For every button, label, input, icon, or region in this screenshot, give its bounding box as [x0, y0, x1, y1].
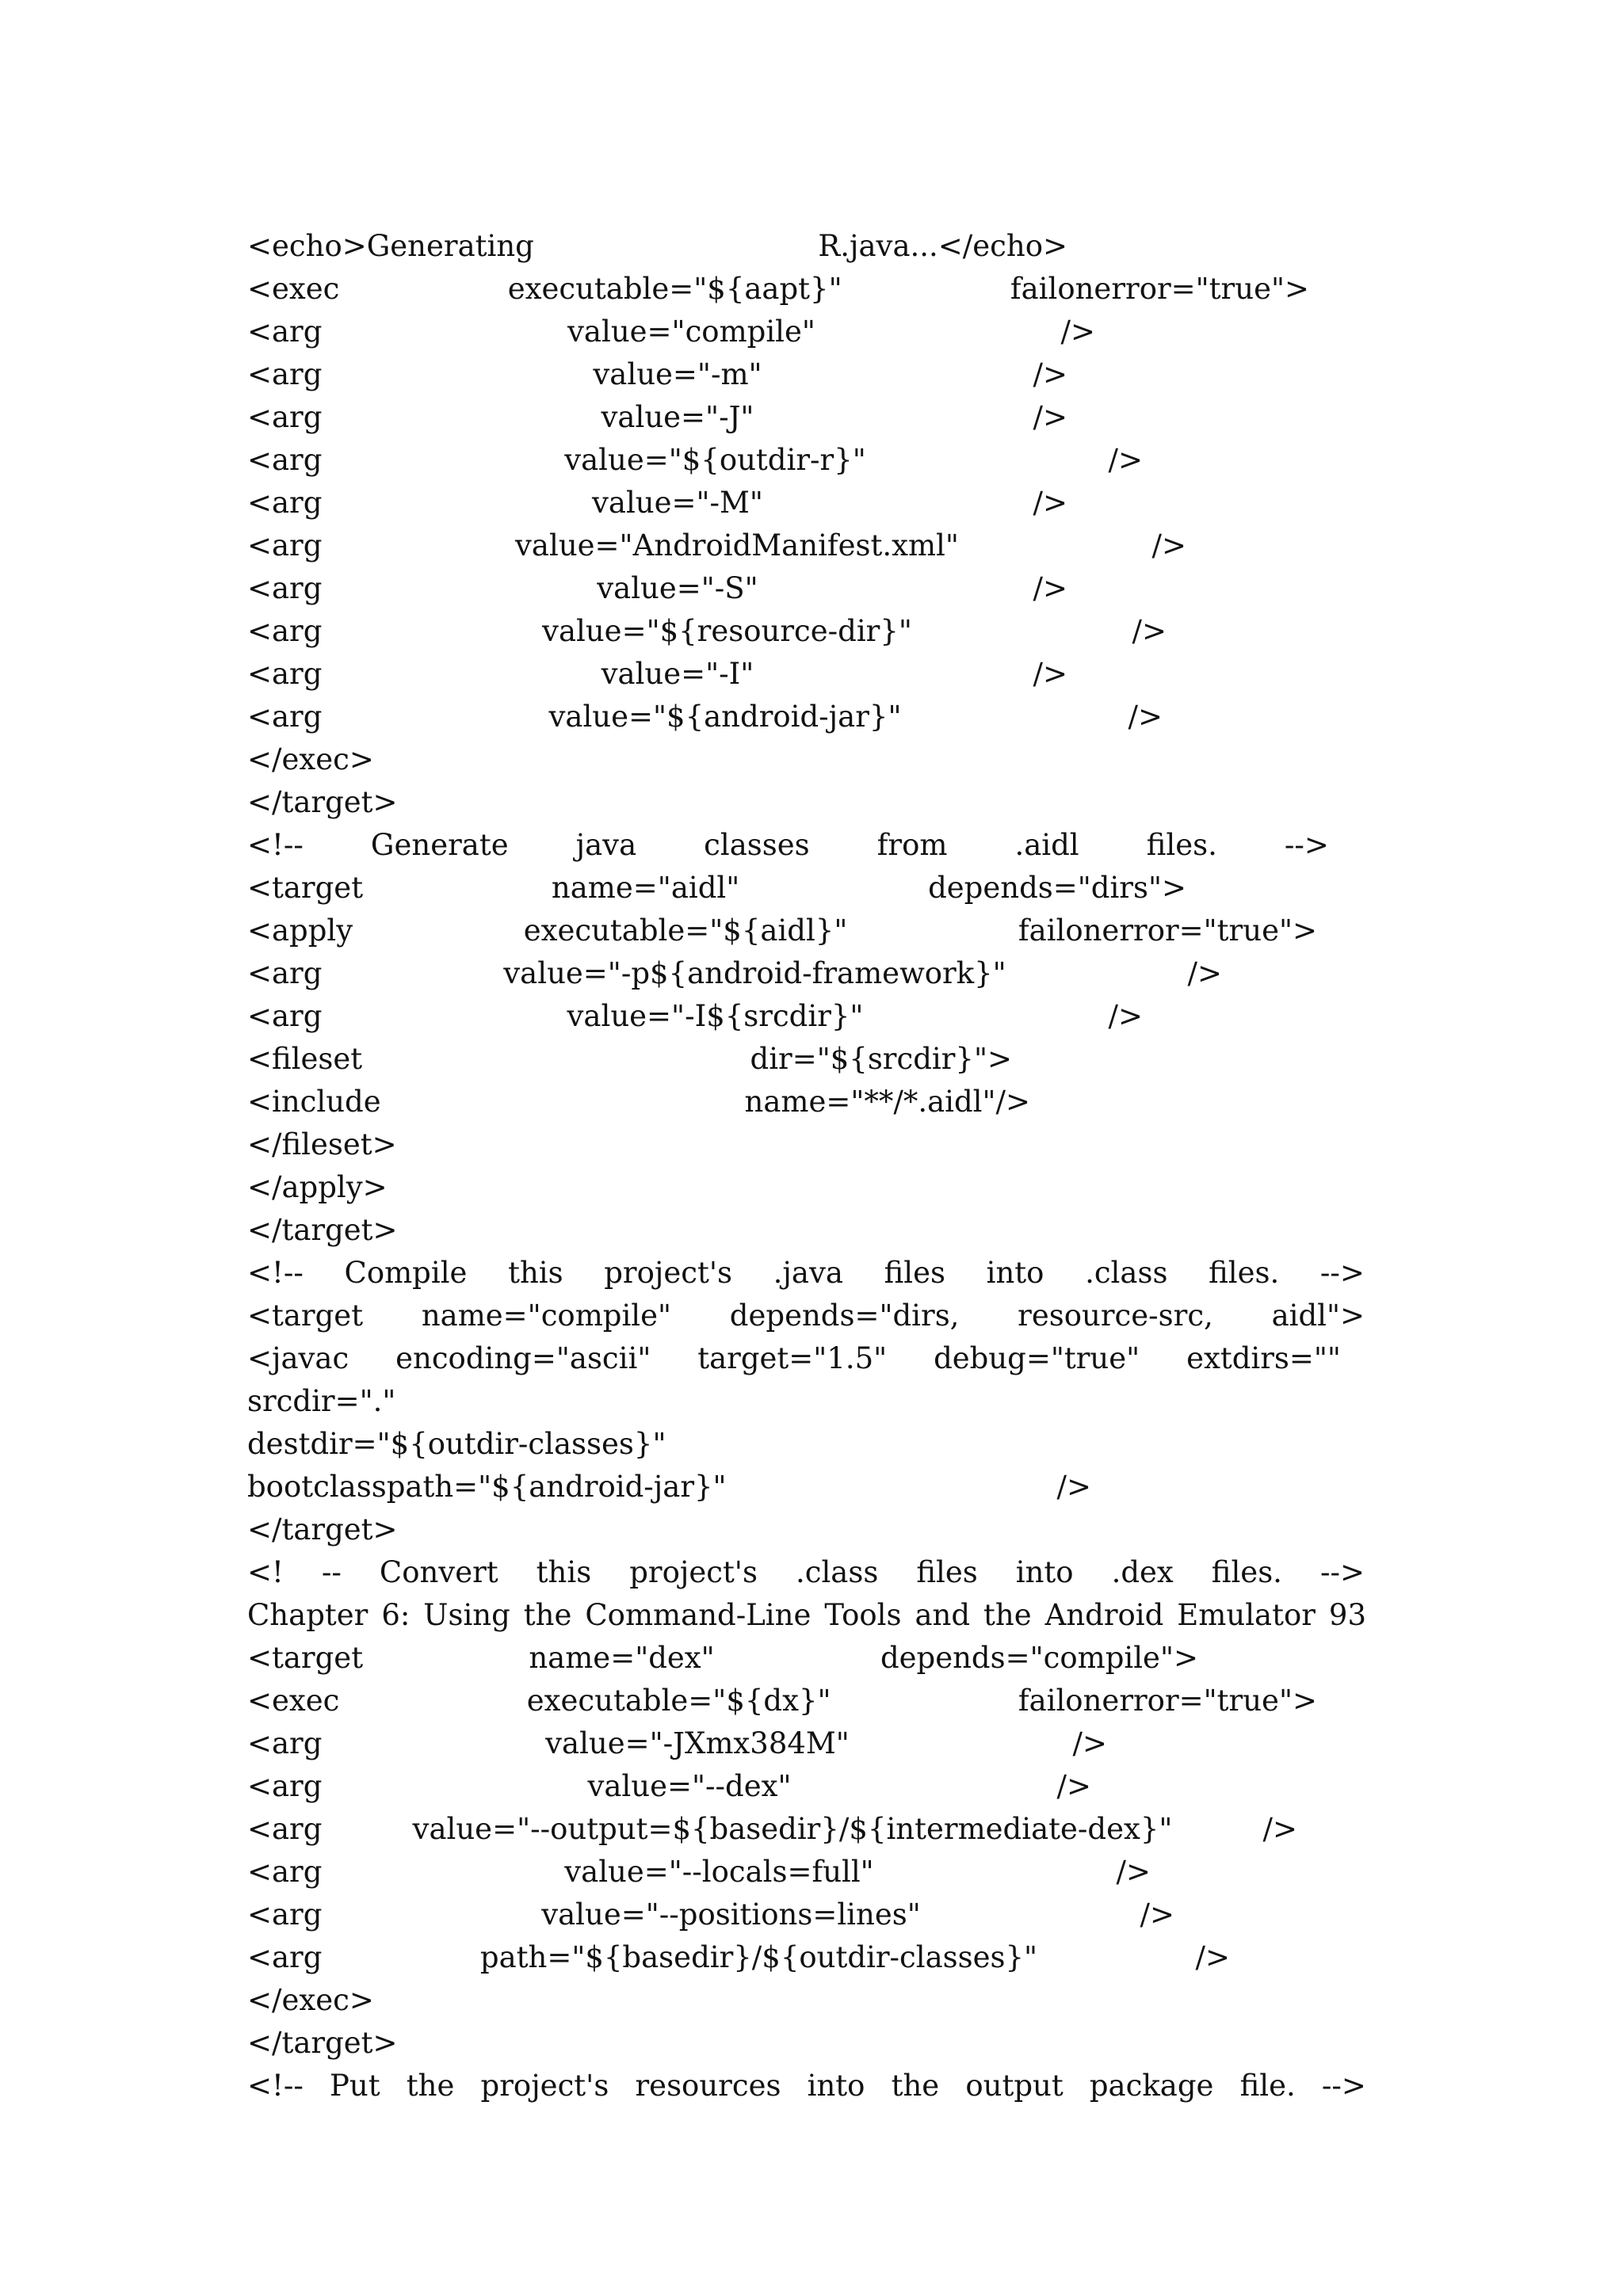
code-line	[247, 524, 1186, 567]
code-token: <apply	[247, 913, 353, 948]
code-token: -->	[1284, 828, 1329, 862]
code-token: --	[321, 1555, 342, 1589]
code-token: executable="${dx}"	[526, 1684, 831, 1718]
code-token: <arg	[247, 999, 323, 1033]
code-token: value="-J"	[601, 400, 754, 434]
code-token: aidl">	[1271, 1299, 1365, 1333]
code-token: <arg	[247, 1726, 323, 1760]
code-line	[247, 439, 1143, 482]
code-line	[247, 225, 1067, 268]
code-line	[247, 1123, 1373, 1166]
code-token: <arg	[247, 443, 323, 477]
code-token: bootclasspath="${android-jar}"	[247, 1470, 727, 1504]
code-line	[247, 1894, 1174, 1936]
code-token: value="-p${android-framework}"	[503, 956, 1006, 990]
code-token: />	[1140, 1897, 1174, 1932]
code-token: </target>	[247, 785, 398, 819]
code-token: <arg	[247, 571, 323, 605]
code-token: </exec>	[247, 742, 374, 776]
code-line	[247, 1252, 1365, 1295]
code-token: <arg	[247, 1940, 323, 1974]
code-token: project's	[480, 2069, 609, 2103]
code-token: />	[1132, 614, 1167, 648]
code-line	[247, 1466, 1091, 1508]
code-line	[247, 1979, 1373, 2022]
code-token: value="--dex"	[587, 1769, 792, 1803]
code-token: <!--	[247, 1256, 304, 1290]
code-line	[247, 482, 1067, 524]
code-token: <exec	[247, 272, 340, 306]
code-token: value="-JXmx384M"	[545, 1726, 850, 1760]
code-token: <arg	[247, 700, 323, 734]
code-token: value="-I"	[601, 657, 754, 691]
code-token: <arg	[247, 315, 323, 349]
code-token: </target>	[247, 2026, 398, 2060]
code-line	[247, 1637, 1198, 1680]
code-token: />	[1033, 400, 1067, 434]
code-token: .dex	[1111, 1555, 1174, 1589]
code-token: />	[1116, 1855, 1151, 1889]
code-line	[247, 396, 1067, 439]
code-token: <arg	[247, 357, 323, 391]
code-token: -->	[1319, 1555, 1365, 1589]
code-token: depends="dirs,	[729, 1299, 960, 1333]
code-token: files	[916, 1555, 978, 1589]
code-token: and	[915, 1598, 971, 1632]
code-token: failonerror="true">	[1018, 1684, 1317, 1718]
code-token: <exec	[247, 1684, 340, 1718]
code-token: />	[1262, 1812, 1297, 1846]
code-line	[247, 567, 1067, 610]
code-token: <arg	[247, 528, 323, 563]
code-line	[247, 1765, 1091, 1808]
code-token: destdir="${outdir-classes}"	[247, 1427, 666, 1461]
code-token: extdirs=""	[1186, 1341, 1341, 1375]
code-line	[247, 910, 1317, 952]
code-token: target="1.5"	[697, 1341, 888, 1375]
code-token: <arg	[247, 1769, 323, 1803]
code-line	[247, 268, 1309, 311]
code-token: this	[536, 1555, 592, 1589]
code-token: from	[876, 828, 948, 862]
code-token: <target	[247, 1299, 364, 1333]
code-token: value="compile"	[567, 315, 815, 349]
code-token: failonerror="true">	[1010, 272, 1309, 306]
code-token: value="--positions=lines"	[541, 1897, 921, 1932]
code-line	[247, 952, 1222, 995]
code-token: <arg	[247, 486, 323, 520]
code-token: value="--output=${basedir}/${intermediate-dex}"	[412, 1812, 1173, 1846]
code-token: java	[575, 828, 637, 862]
code-token: <include	[247, 1085, 381, 1119]
code-line	[247, 1380, 1373, 1423]
code-line	[247, 995, 1143, 1038]
code-token: the	[523, 1598, 572, 1632]
code-token: into	[807, 2069, 865, 2103]
code-token: <arg	[247, 400, 323, 434]
code-token: value="${android-jar}"	[548, 700, 902, 734]
code-token: />	[1033, 571, 1067, 605]
code-line	[247, 1808, 1297, 1851]
code-token: Put	[330, 2069, 380, 2103]
code-token: -->	[1321, 2069, 1366, 2103]
code-token: depends="dirs">	[928, 871, 1186, 905]
code-token: output	[965, 2069, 1064, 2103]
code-token: debug="true"	[934, 1341, 1140, 1375]
code-line	[247, 781, 1373, 824]
code-token: <echo>Generating	[247, 229, 534, 263]
code-token: />	[1056, 1470, 1091, 1504]
code-token: value="${resource-dir}"	[542, 614, 912, 648]
code-line	[247, 696, 1163, 738]
code-token: </fileset>	[247, 1127, 397, 1161]
code-token: Convert	[379, 1555, 498, 1589]
code-token: depends="compile">	[880, 1641, 1198, 1675]
code-token: .class	[1085, 1256, 1168, 1290]
code-token: <arg	[247, 657, 323, 691]
code-line	[247, 1295, 1365, 1337]
code-token: Command-Line	[585, 1598, 812, 1632]
code-token: path="${basedir}/${outdir-classes}"	[479, 1940, 1038, 1974]
code-token: </target>	[247, 1512, 398, 1547]
code-token: </target>	[247, 1213, 398, 1247]
code-token: />	[1108, 443, 1143, 477]
code-token: </apply>	[247, 1170, 388, 1204]
code-token: <arg	[247, 1812, 323, 1846]
code-token: srcdir="."	[247, 1384, 396, 1418]
code-token: into	[986, 1256, 1044, 1290]
code-token: <target	[247, 1641, 364, 1675]
code-token: />	[1108, 999, 1143, 1033]
code-token: name="compile"	[421, 1299, 672, 1333]
code-token: <arg	[247, 1855, 323, 1889]
code-token: value="-m"	[593, 357, 762, 391]
code-token: -->	[1319, 1256, 1365, 1290]
code-line	[247, 1851, 1151, 1894]
code-token: Compile	[344, 1256, 468, 1290]
code-token: classes	[704, 828, 810, 862]
code-line	[247, 1722, 1107, 1765]
code-token: project's	[604, 1256, 733, 1290]
code-token: value="${outdir-r}"	[564, 443, 866, 477]
code-line	[247, 1680, 1317, 1722]
code-token: this	[508, 1256, 563, 1290]
code-token: the	[983, 1598, 1032, 1632]
code-line	[247, 824, 1329, 867]
code-token: Generate	[370, 828, 509, 862]
code-token: 93	[1328, 1598, 1366, 1632]
code-token: <!	[247, 1555, 284, 1589]
code-line	[247, 353, 1067, 396]
code-token: name="dex"	[529, 1641, 715, 1675]
code-token: name="aidl"	[551, 871, 740, 905]
code-token: Tools	[824, 1598, 902, 1632]
code-token: executable="${aapt}"	[507, 272, 842, 306]
code-line	[247, 2022, 1373, 2065]
code-token: />	[1060, 315, 1095, 349]
code-token: <fileset	[247, 1042, 363, 1076]
code-token: value="-M"	[592, 486, 763, 520]
code-token: files	[884, 1256, 945, 1290]
code-token: Using	[423, 1598, 510, 1632]
code-token: </exec>	[247, 1983, 374, 2017]
code-token: encoding="ascii"	[395, 1341, 651, 1375]
code-token: />	[1033, 486, 1067, 520]
code-token: files.	[1209, 1256, 1280, 1290]
code-line	[247, 738, 1373, 781]
code-token: <target	[247, 871, 364, 905]
code-token: Emulator	[1177, 1598, 1316, 1632]
code-token: the	[891, 2069, 940, 2103]
code-token: <!--	[247, 2069, 304, 2103]
code-token: Chapter	[247, 1598, 369, 1632]
code-token: />	[1056, 1769, 1091, 1803]
code-token: resources	[635, 2069, 781, 2103]
code-token: <arg	[247, 956, 323, 990]
code-token: value="AndroidManifest.xml"	[515, 528, 959, 563]
code-line	[247, 1081, 1030, 1123]
code-line	[247, 1936, 1230, 1979]
code-token: files.	[1146, 828, 1217, 862]
code-line	[247, 1508, 1373, 1551]
code-token: />	[1187, 956, 1222, 990]
code-token: <arg	[247, 614, 323, 648]
code-token: into	[1015, 1555, 1074, 1589]
code-line	[247, 311, 1095, 353]
code-token: />	[1195, 1940, 1230, 1974]
code-line	[247, 1337, 1341, 1380]
code-line	[247, 1038, 1012, 1081]
code-token: file.	[1239, 2069, 1296, 2103]
code-token: <javac	[247, 1341, 349, 1375]
code-token: value="-S"	[597, 571, 758, 605]
code-line	[247, 867, 1186, 910]
code-line	[247, 653, 1067, 696]
code-token: dir="${srcdir}">	[750, 1042, 1012, 1076]
code-token: files.	[1211, 1555, 1282, 1589]
code-token: value="--locals=full"	[564, 1855, 874, 1889]
code-line	[247, 1209, 1373, 1252]
code-token: project's	[629, 1555, 758, 1589]
code-token: Android	[1044, 1598, 1164, 1632]
code-line	[247, 2065, 1366, 2107]
code-token: .java	[773, 1256, 843, 1290]
code-line	[247, 1551, 1365, 1594]
code-token: />	[1033, 657, 1067, 691]
code-token: />	[1151, 528, 1186, 563]
code-listing	[247, 225, 1373, 2107]
code-token: 6:	[381, 1598, 411, 1632]
code-line	[247, 1166, 1373, 1209]
code-line	[247, 1594, 1366, 1637]
code-token: />	[1128, 700, 1163, 734]
code-token: />	[1072, 1726, 1107, 1760]
code-token: resource-src,	[1018, 1299, 1213, 1333]
code-token: failonerror="true">	[1018, 913, 1317, 948]
code-token: the	[406, 2069, 455, 2103]
code-line	[247, 610, 1167, 653]
code-token: R.java...</echo>	[818, 229, 1067, 263]
code-token: .class	[795, 1555, 879, 1589]
code-token: <arg	[247, 1897, 323, 1932]
code-token: executable="${aidl}"	[523, 913, 848, 948]
code-token: <!--	[247, 828, 304, 862]
code-token: />	[1033, 357, 1067, 391]
code-token: value="-I${srcdir}"	[567, 999, 864, 1033]
code-token: package	[1089, 2069, 1214, 2103]
code-token: name="**/*.aidl"/>	[744, 1085, 1030, 1119]
code-token: .aidl	[1014, 828, 1079, 862]
code-line	[247, 1423, 1373, 1466]
